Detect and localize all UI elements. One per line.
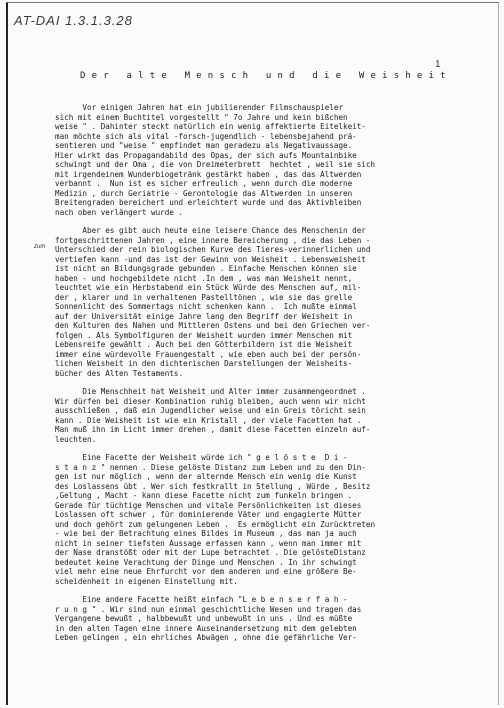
- text-line: ausschließen , daß ein Jugendlicher weise und ein Greis töricht sein: [55, 406, 366, 415]
- text-line: mit irgendeinem Wunderbiogetränk gestärkt haben , das das Altwerden: [55, 169, 362, 179]
- text-line: des Loslassens übt . Wer sich festkrallt in Stellung , Würde , Besitz: [55, 481, 371, 491]
- text-line: Hier wirkt das Propagandabild des Opas, der sich aufs Mountainbike: [55, 150, 357, 160]
- text-line: Medizin , durch Geriatrie - Gerontologie das Altwerden in unseren: [55, 188, 353, 198]
- text-line: schwingt und der Oma , die von Dreimeterbrett hechtet , weil sie sich: [55, 160, 376, 169]
- text-line: scheidenheit in eigenen Einstellung mit.: [55, 576, 238, 586]
- document-title: Der alte Mensch und die Weisheit: [80, 71, 452, 81]
- paragraph: [55, 226, 485, 378]
- text-line: Unterschied der rein biologischen Kurve des Tieres-verinnerlichen und: [55, 245, 371, 254]
- text-line: Aber es gibt auch heute eine leisere Chance des Menschenin der: [55, 226, 366, 235]
- text-line: Vergangene bewußt , halbbewußt und unbewußt in uns . Und es müßte: [55, 614, 353, 623]
- text-line: Eine Facette der Weisheit würde ich " g e l ö s t e D i -: [55, 453, 348, 462]
- margin-note: zum: [34, 244, 46, 250]
- text-line: bücher des Alten Testaments.: [55, 368, 184, 378]
- paragraph-gap: [55, 444, 485, 453]
- text-line: sentieren und "weise " empfindet man geradezu als Negativaussage.: [55, 141, 353, 150]
- text-line: Die Menschheit hat Weisheit und Alter immer zusammengeordnet .: [55, 387, 366, 396]
- text-line: der Nase dranstößt oder mit der Lupe betrachtet . Die gelösteDistanz: [55, 548, 366, 557]
- text-line: Breitengraden bereichert und erleichtert wurde und das Aktivbleiben: [55, 198, 362, 207]
- document-body: [55, 103, 485, 643]
- text-line: Loslassen oft schwer , für dominierende Väter und engagierte Mütter: [55, 510, 362, 519]
- text-line: auf der Universität einige Jahre lang den Begriff der Weisheit in: [55, 311, 353, 321]
- text-line: haben - und hochgebildete nicht .In dem , was man Weisheit nennt,: [55, 273, 353, 283]
- text-line: Wir dürfen bei dieser Kombination ruhig bleiben, auch wenn wir nicht: [55, 396, 366, 406]
- text-line: - wie bei der Betrachtung eines Bildes im Museum , das man ja auch: [55, 529, 357, 538]
- text-line: weise " . Dahinter steckt natürlich ein wenig affektierte Eitelkeit-: [55, 122, 366, 131]
- text-line: kann . Die Weisheit ist wie ein Kristall , der viele Facetten hat .: [55, 415, 362, 425]
- text-line: immer eine würdevolle Frauengestalt , wie eben auch bei der persön-: [55, 349, 362, 359]
- text-line: verbannt . Nun ist es sicher erfreulich , wenn durch die moderne: [55, 179, 353, 188]
- paragraph: [55, 387, 485, 444]
- text-line: man möchte sich als vital -forsch-jugendlich - lebensbejahend prä-: [55, 131, 357, 141]
- text-line: Vor einigen Jahren hat ein jubilierender Filmschauspieler: [55, 103, 344, 112]
- text-line: Man muß ihn im Licht immer drehen , damit diese Facetten einzeln auf-: [55, 425, 371, 434]
- paragraph: [55, 103, 485, 217]
- paragraph-gap: [55, 217, 485, 226]
- text-line: r u n g " . Wir sind nun einmal geschichtliche Wesen und tragen das: [55, 604, 362, 614]
- text-line: s t a n z " nennen . Diese gelöste Distanz zum Leben und zu den Din-: [55, 462, 366, 472]
- page-number: 1: [435, 60, 441, 70]
- text-line: ist nicht an Bildungsgrade gebunden . Einfache Menschen können sie: [55, 264, 357, 273]
- text-line: ,Geltung , Macht - kann diese Facette nicht zum funkeln bringen .: [55, 491, 353, 500]
- text-line: Leben gelingen , ein ehrliches Abwägen , ohne die gefährliche Ver-: [55, 633, 357, 642]
- archive-stamp: AT-DAI 1.3.1.3.28: [14, 13, 133, 28]
- text-line: der , klarer und in verhaltenen Pastelltönen , wie sie das grelle: [55, 292, 353, 302]
- text-line: Lebensreife gewählt . Auch bei den Götterbildern ist die Weisheit: [55, 340, 353, 349]
- text-line: fortgeschrittenen Jahren , eine innere Bereicherung , die das Leben -: [55, 235, 371, 245]
- paragraph: [55, 453, 485, 586]
- text-line: lichen Weisheit in den dichterischen Darstellungen der Weisheits-: [55, 359, 353, 368]
- text-line: nach oben verlängert wurde .: [55, 207, 184, 217]
- paragraph-gap: [55, 586, 485, 595]
- text-line: und doch gehört zum gelungenen Leben . Es ermöglicht ein Zurücktreten: [55, 519, 376, 529]
- text-line: leuchtet wie ein Herbstabend ein Stück Würde des Menschen auf, mil-: [55, 283, 362, 292]
- text-line: gen ist nur möglich , wenn der alternde Mensch ein wenig die Kunst: [55, 472, 357, 481]
- text-line: nicht in seiner tiefsten Aussage erfassen kann , wenn man immer mit: [55, 538, 362, 548]
- text-line: leuchten.: [55, 434, 97, 444]
- text-line: vertiefen kann -und das ist der Gewinn von Weisheit . Lebensweisheit: [55, 254, 366, 264]
- text-line: in den alten Tagen eine innere Auseinandersetzung mit dem gelebten: [55, 623, 357, 633]
- text-line: Sonnenlicht des Sommertags nicht schenken kann . Ich mußte einmal: [55, 302, 357, 311]
- text-line: Gerade für tüchtige Menschen und vitale Persönlichkeiten ist dieses: [55, 500, 362, 510]
- text-line: bedeutet keine Verachtung der Dinge und Menschen . In ihr schwingt: [55, 557, 357, 567]
- paragraph: [55, 595, 485, 643]
- text-line: folgen . Als Symbolfiguren der Weisheit wurden immer Menschen mit: [55, 330, 353, 340]
- text-line: viel mehr eine neue Ehrfurcht vor dem anderen und eine größere Be-: [55, 567, 357, 576]
- paragraph-gap: [55, 378, 485, 387]
- text-line: sich mit einem Buchtitel vorgestellt " 7o Jahre und kein bißchen: [55, 112, 348, 122]
- text-line: Eine andere Facette heißt einfach "L e b e n s e r f a h -: [55, 595, 348, 604]
- text-line: den Kulturen des Nahen und Mittleren Ostens und bei den Griechen ver-: [55, 321, 371, 330]
